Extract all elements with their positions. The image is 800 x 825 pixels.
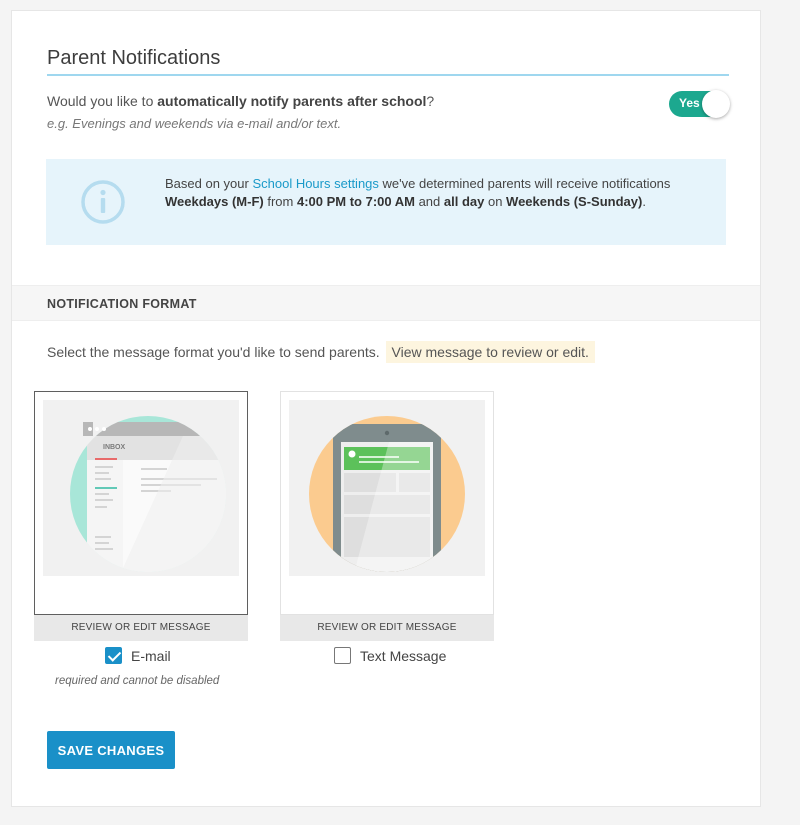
inbox-label: INBOX — [103, 444, 126, 451]
section-header — [12, 285, 760, 321]
info-t3: from — [263, 194, 297, 209]
section-title: NOTIFICATION FORMAT — [47, 297, 197, 311]
info-t1: Based on your — [165, 176, 253, 191]
email-format-option[interactable] — [34, 391, 248, 633]
text-preview-graphic — [289, 400, 485, 576]
settings-card — [11, 10, 761, 807]
question-bold: automatically notify parents after school — [157, 93, 427, 109]
info-t2: we've determined parents will receive notifications — [378, 176, 671, 191]
info-icon — [80, 179, 126, 225]
review-email-button[interactable]: REVIEW OR EDIT MESSAGE — [34, 615, 248, 641]
view-message-link[interactable]: View message to review or edit. — [386, 341, 595, 363]
email-preview-graphic — [43, 400, 239, 576]
review-text-button[interactable]: REVIEW OR EDIT MESSAGE — [280, 615, 494, 641]
info-t4: and — [414, 194, 444, 209]
toggle-knob — [702, 90, 730, 118]
info-weekends: Weekends (S-Sunday) — [506, 194, 643, 209]
info-all-day: all day — [443, 194, 485, 209]
text-illustration — [289, 400, 485, 576]
email-illustration — [43, 400, 239, 576]
info-t6: . — [642, 194, 646, 209]
page-title: Parent Notifications — [47, 47, 221, 69]
text-format-option[interactable] — [280, 391, 494, 633]
auto-notify-toggle[interactable] — [669, 91, 729, 117]
format-instruction — [47, 344, 595, 360]
info-banner — [46, 159, 726, 245]
info-text — [165, 175, 685, 211]
text-checkbox-label: Text Message — [360, 647, 447, 664]
title-divider — [47, 74, 729, 76]
school-hours-link[interactable]: School Hours settings — [252, 176, 379, 191]
toggle-label: Yes — [679, 96, 700, 110]
question-suffix: ? — [426, 93, 435, 109]
notify-hint: e.g. Evenings and weekends via e-mail and/or text. — [47, 116, 342, 131]
instruction-text: Select the message format you'd like to send parents. — [47, 344, 380, 360]
text-message-checkbox[interactable] — [334, 647, 351, 664]
info-t5: on — [484, 194, 507, 209]
email-checkbox[interactable] — [105, 647, 122, 664]
info-weekdays: Weekdays (M-F) — [165, 194, 264, 209]
notify-question — [47, 93, 434, 109]
question-prefix: Would you like to — [47, 93, 158, 109]
email-required-note: required and cannot be disabled — [55, 675, 220, 687]
email-checkbox-row[interactable] — [105, 647, 171, 664]
email-checkbox-label: E-mail — [131, 647, 171, 664]
save-changes-button[interactable]: SAVE CHANGES — [47, 731, 175, 769]
text-checkbox-row[interactable] — [334, 647, 446, 664]
info-hours: 4:00 PM to 7:00 AM — [296, 194, 415, 209]
